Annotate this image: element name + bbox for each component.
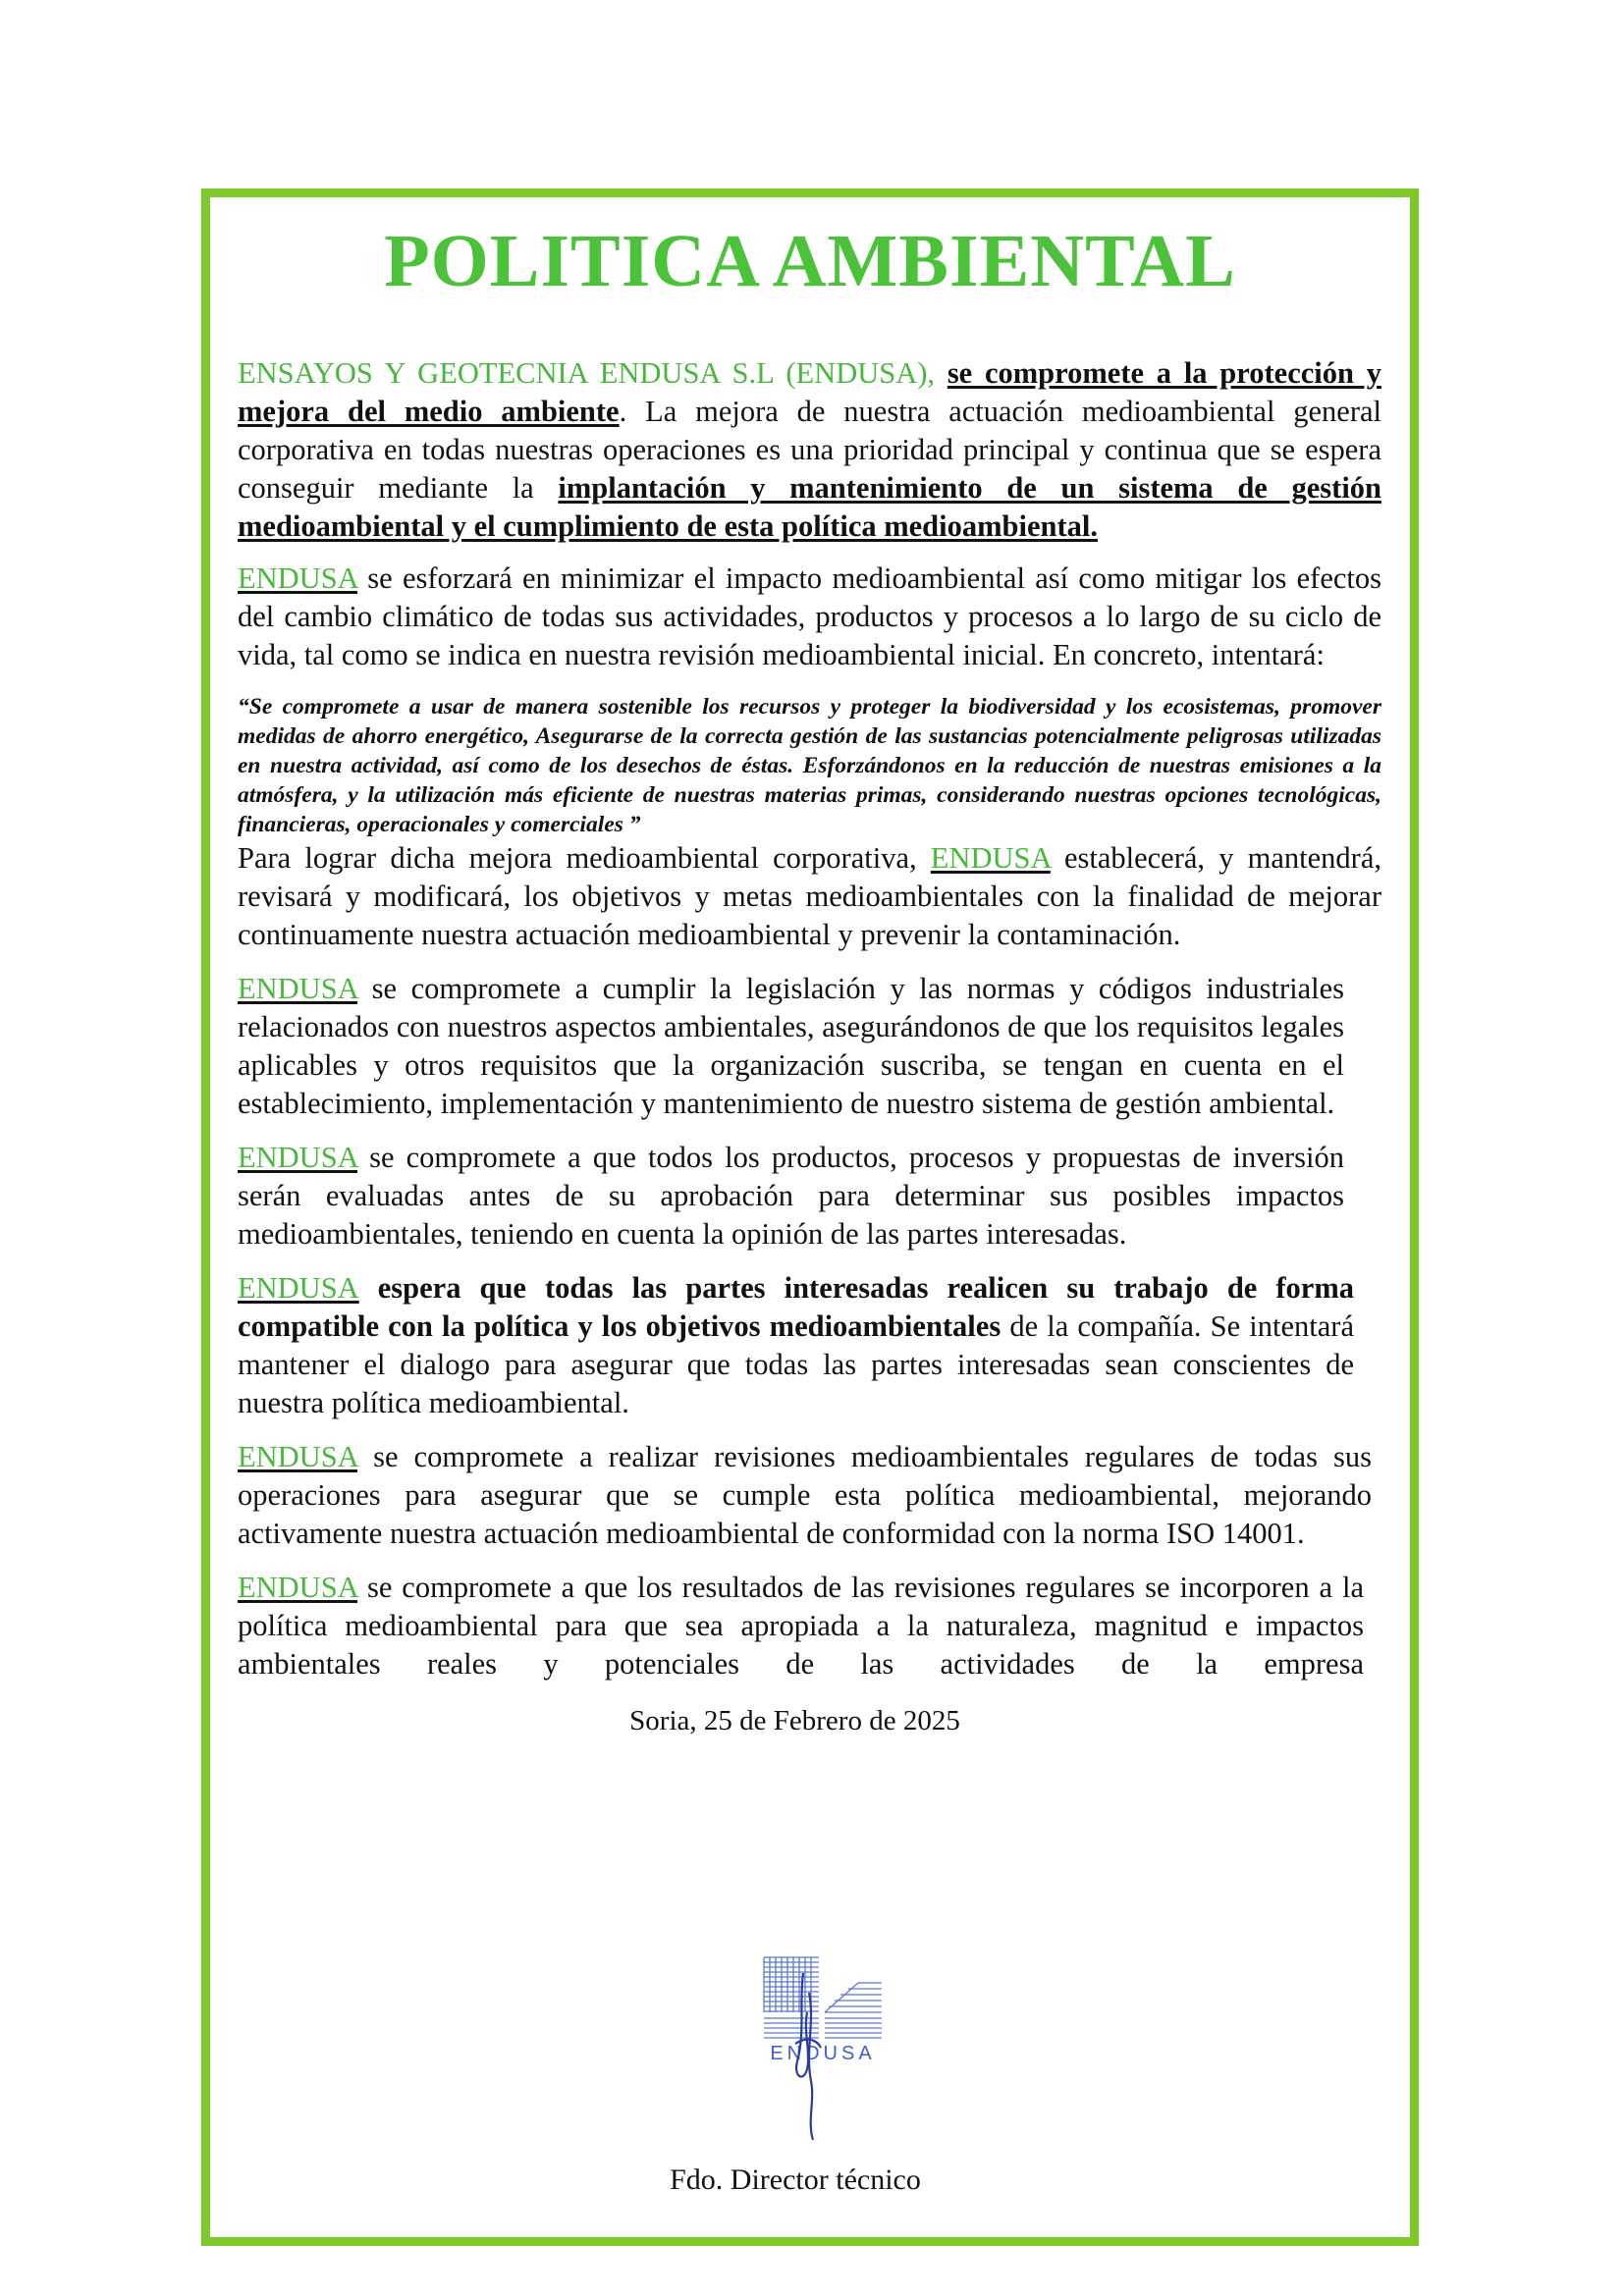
page-title: POLITICA AMBIENTAL: [384, 220, 1236, 302]
commitment-statement: se compromete a la protección y mejora del medio ambiente: [238, 356, 1381, 428]
intro-paragraph: ENSAYOS Y GEOTECNIA ENDUSA S.L (ENDUSA), se compromete a la protección y mejora del medio ambiente. La mejora de nuestra actuación medioambiental general corporativa en todas nuestras operaciones es una prioridad principal y continua que se espera conseguir mediante la implantación y mantenimiento de un sistema de gestión medioambiental y el cumplimiento de esta política medioambiental.: [238, 356, 1382, 543]
commitment-quote: “Se compromete a usar de manera sostenible los recursos y proteger la biodiversidad y los ecosistemas, promover medidas de ahorro energético, Asegurarse de la correcta gestión de las sustancias potencialmente peligrosas utilizadas en nuestra actividad, así como de los desechos de éstas. Esforzándonos en la reducción de nuestras emisiones a la atmósfera, y la utilización más eficiente de nuestras materias primas, considerando nuestras opciones tecnológicas, financieras, operacionales y comerciales ”: [238, 694, 1381, 837]
brand-name: ENDUSA: [930, 841, 1051, 875]
stakeholders-statement: espera que todas las partes interesadas realicen su trabajo de forma compatible con la política y los objetivos medioambientales: [238, 1271, 1354, 1343]
brand-name: ENDUSA: [238, 972, 358, 1005]
legislation-paragraph: ENDUSA se compromete a cumplir la legislación y las normas y códigos industriales relacionados con nuestros aspectos ambientales, asegurándonos de que los requisitos legales aplicables y otros requisitos que la organización suscriba, se tengan en cuenta en el establecimiento, implementación y mantenimiento de nuestro sistema de gestión ambiental.: [238, 972, 1344, 1120]
brand-name: ENDUSA: [238, 1440, 358, 1473]
policy-body: [238, 354, 1381, 1737]
evaluation-paragraph: ENDUSA se compromete a que todos los productos, procesos y propuestas de inversión serán evaluadas antes de su aprobación para determinar sus posibles impactos medioambientales, teniendo en cuenta la opinión de las partes interesadas.: [238, 1141, 1344, 1251]
document-frame: [201, 188, 1419, 2246]
company-seal-signature: [760, 1953, 907, 2150]
results-paragraph: ENDUSA se compromete a que los resultados de las revisiones regulares se incorporen a la política medioambiental para que sea apropiada a la naturaleza, magnitud e impactos ambientales reales y potenciales de las actividades de la empresa: [238, 1571, 1364, 1681]
reviews-paragraph: ENDUSA se compromete a realizar revisiones medioambientales regulares de todas sus operaciones para asegurar que se cumple esta política medioambiental, mejorando activamente nuestra actuación medioambiental de conformidad con la norma ISO 14001.: [238, 1440, 1372, 1550]
brand-name: ENDUSA: [238, 1141, 358, 1174]
brand-name: ENDUSA: [238, 1571, 358, 1604]
impact-paragraph: ENDUSA se esforzará en minimizar el impacto medioambiental así como mitigar los efectos del cambio climático de todas sus actividades, productos y procesos a lo largo de su ciclo de vida, tal como se indica en nuestra revisión medioambiental inicial. En concreto, intentará:: [238, 561, 1381, 671]
date-place: Soria, 25 de Febrero de 2025: [629, 1705, 960, 1736]
seal-text: ENDUSA: [770, 2043, 876, 2064]
stakeholders-paragraph: ENDUSA espera que todas las partes interesadas realicen su trabajo de forma compatible con la política y los objetivos medioambientales de la compañía. Se intentará mantener el dialogo para asegurar que todas las partes interesadas sean conscientes de nuestra política medioambiental.: [238, 1271, 1354, 1419]
signer-line: Fdo. Director técnico: [670, 2163, 921, 2196]
improvement-paragraph: Para lograr dicha mejora medioambiental corporativa, ENDUSA establecerá, y mantendrá, revisará y modificará, los objetivos y metas medioambientales con la finalidad de mejorar continuamente nuestra actuación medioambiental y prevenir la contaminación.: [238, 841, 1381, 951]
system-commitment: implantación y mantenimiento de un sistema de gestión medioambiental y el cumplimiento de esta política medioambiental.: [238, 471, 1382, 543]
brand-name: ENDUSA: [238, 1271, 359, 1305]
brand-name: ENDUSA: [238, 561, 358, 595]
company-name: ENSAYOS Y GEOTECNIA ENDUSA S.L (ENDUSA),: [238, 356, 936, 390]
